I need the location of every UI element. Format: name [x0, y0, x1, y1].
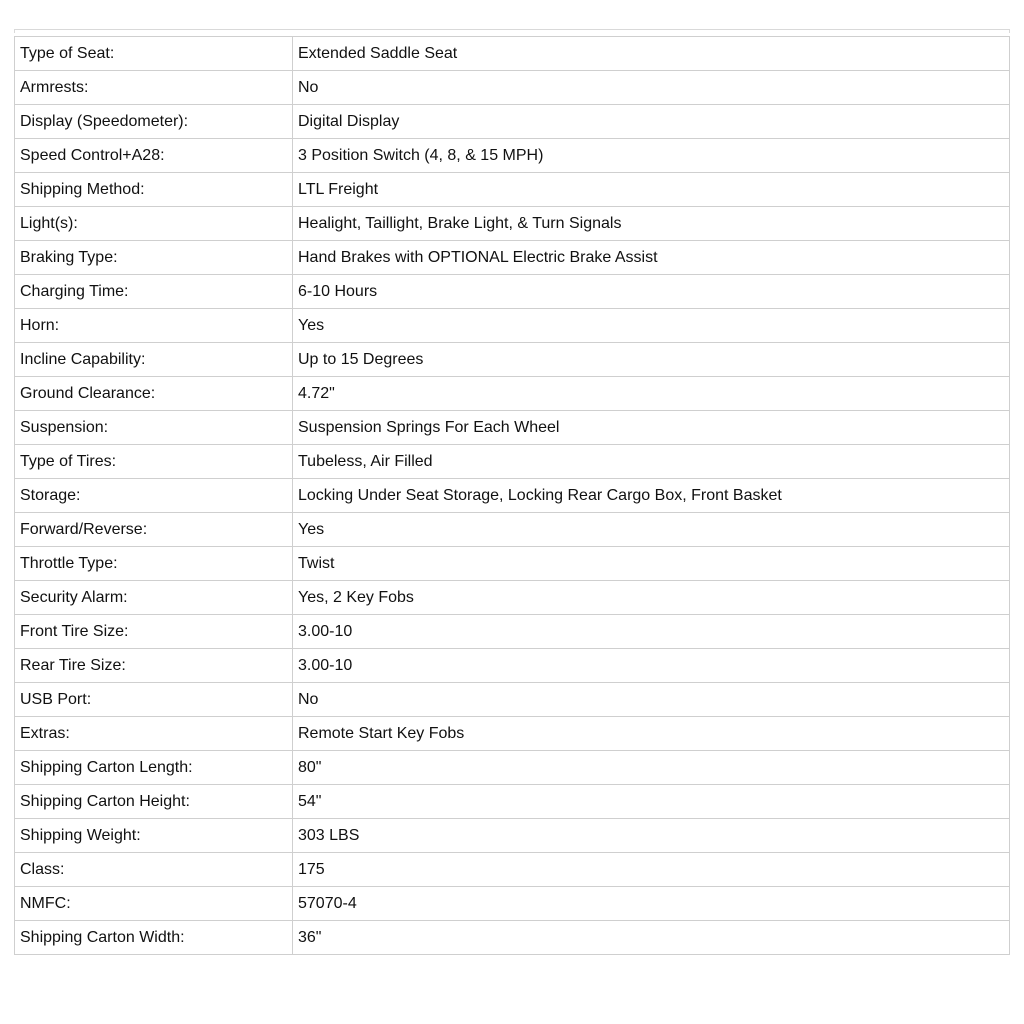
table-row: [15, 377, 1010, 411]
spec-label: Armrests:: [15, 71, 293, 105]
spec-value: Tubeless, Air Filled: [293, 445, 1010, 479]
spec-label: Forward/Reverse:: [15, 513, 293, 547]
table-row: [15, 683, 1010, 717]
spec-value: 3 Position Switch (4, 8, & 15 MPH): [293, 139, 1010, 173]
spec-label: Type of Tires:: [15, 445, 293, 479]
spec-value: Twist: [293, 547, 1010, 581]
spec-label: Type of Seat:: [15, 37, 293, 71]
spec-value: Hand Brakes with OPTIONAL Electric Brake Assist: [293, 241, 1010, 275]
spec-value: Extended Saddle Seat: [293, 37, 1010, 71]
table-row: [15, 411, 1010, 445]
table-row: [15, 853, 1010, 887]
table-row: [15, 445, 1010, 479]
table-row: [15, 717, 1010, 751]
spec-label: Braking Type:: [15, 241, 293, 275]
spec-value: 6-10 Hours: [293, 275, 1010, 309]
table-row: [15, 309, 1010, 343]
spec-label: Display (Speedometer):: [15, 105, 293, 139]
spec-value: Yes: [293, 513, 1010, 547]
spec-label: Shipping Carton Height:: [15, 785, 293, 819]
spec-value: Up to 15 Degrees: [293, 343, 1010, 377]
table-row: [15, 275, 1010, 309]
table-row: [15, 513, 1010, 547]
spec-value: 54": [293, 785, 1010, 819]
spec-label: Charging Time:: [15, 275, 293, 309]
table-top-edge: [14, 29, 1010, 33]
table-row: [15, 615, 1010, 649]
spec-value: Yes: [293, 309, 1010, 343]
spec-value: 3.00-10: [293, 649, 1010, 683]
spec-label: Ground Clearance:: [15, 377, 293, 411]
table-row: [15, 649, 1010, 683]
spec-label: Shipping Carton Width:: [15, 921, 293, 955]
spec-label: Light(s):: [15, 207, 293, 241]
spec-value: Remote Start Key Fobs: [293, 717, 1010, 751]
spec-value: No: [293, 71, 1010, 105]
spec-value: 80": [293, 751, 1010, 785]
table-row: [15, 207, 1010, 241]
spec-table: [14, 36, 1010, 955]
spec-label: Class:: [15, 853, 293, 887]
spec-label: Shipping Weight:: [15, 819, 293, 853]
spec-label: Rear Tire Size:: [15, 649, 293, 683]
spec-value: Suspension Springs For Each Wheel: [293, 411, 1010, 445]
table-row: [15, 921, 1010, 955]
spec-label: Shipping Method:: [15, 173, 293, 207]
spec-label: Speed Control+A28:: [15, 139, 293, 173]
table-row: [15, 343, 1010, 377]
table-row: [15, 785, 1010, 819]
table-row: [15, 241, 1010, 275]
spec-label: NMFC:: [15, 887, 293, 921]
spec-label: Horn:: [15, 309, 293, 343]
spec-label: Security Alarm:: [15, 581, 293, 615]
table-row: [15, 819, 1010, 853]
spec-value: Digital Display: [293, 105, 1010, 139]
spec-value: 57070-4: [293, 887, 1010, 921]
spec-value: LTL Freight: [293, 173, 1010, 207]
spec-value: No: [293, 683, 1010, 717]
spec-label: Shipping Carton Length:: [15, 751, 293, 785]
spec-label: Front Tire Size:: [15, 615, 293, 649]
table-row: [15, 479, 1010, 513]
spec-value: 303 LBS: [293, 819, 1010, 853]
table-row: [15, 173, 1010, 207]
spec-label: USB Port:: [15, 683, 293, 717]
spec-value: Healight, Taillight, Brake Light, & Turn Signals: [293, 207, 1010, 241]
spec-value: 175: [293, 853, 1010, 887]
spec-value: Locking Under Seat Storage, Locking Rear Cargo Box, Front Basket: [293, 479, 1010, 513]
spec-value: Yes, 2 Key Fobs: [293, 581, 1010, 615]
spec-label: Suspension:: [15, 411, 293, 445]
spec-label: Incline Capability:: [15, 343, 293, 377]
spec-value: 4.72": [293, 377, 1010, 411]
table-row: [15, 105, 1010, 139]
table-row: [15, 37, 1010, 71]
table-row: [15, 139, 1010, 173]
table-row: [15, 71, 1010, 105]
table-row: [15, 581, 1010, 615]
table-row: [15, 547, 1010, 581]
spec-value: 3.00-10: [293, 615, 1010, 649]
table-row: [15, 751, 1010, 785]
spec-label: Throttle Type:: [15, 547, 293, 581]
spec-label: Extras:: [15, 717, 293, 751]
spec-label: Storage:: [15, 479, 293, 513]
spec-table-body: [15, 37, 1010, 955]
table-row: [15, 887, 1010, 921]
spec-value: 36": [293, 921, 1010, 955]
